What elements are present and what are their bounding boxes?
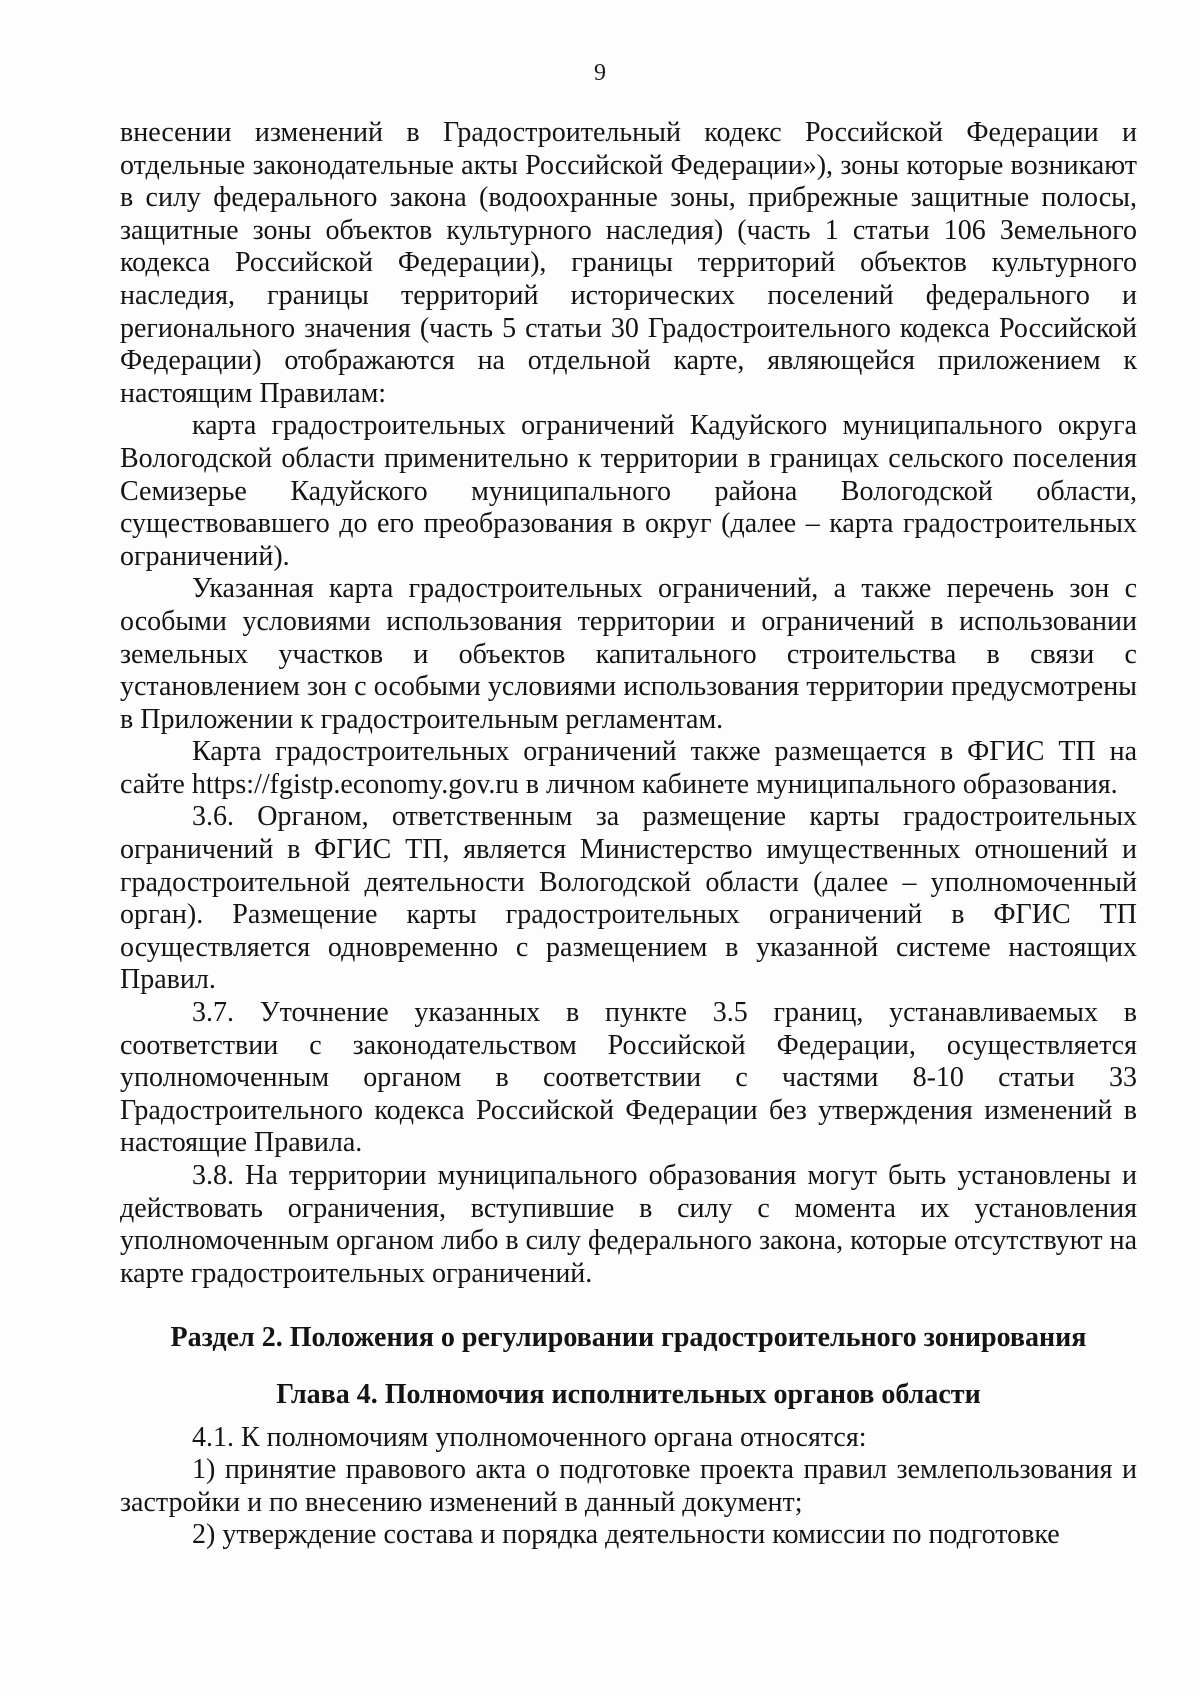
list-item-1: 1) принятие правового акта о подготовке проекта правил землепользования и застройки и по внесению изменений в данный документ; <box>120 1454 1137 1518</box>
document-body <box>120 117 1137 1552</box>
clause-4-1: 4.1. К полномочиям уполномоченного органа относятся: <box>192 1421 867 1453</box>
map-description-paragraph: карта градостроительных ограничений Кадуйского муниципального округа Вологодской области применительно к территории в границах сельского поселения Семизерье Кадуйского муниципального района Вологодской области, существовавшего до его преобразования в округ (далее – карта градостроительных ограничений). <box>120 410 1137 572</box>
clause-3-6: 3.6. Органом, ответственным за размещение карты градостроительных ограничений в ФГИС ТП, является Министерство имущественных отношений и градостроительной деятельности Вологодской области (далее – уполномоченный орган). Размещение карты градостроительных ограничений в ФГИС ТП осуществляется одновременно с размещением в указанной системе настоящих Правил. <box>120 801 1137 996</box>
list-item-2: 2) утверждение состава и порядка деятельности комиссии по подготовке <box>192 1519 1060 1551</box>
map-placement-paragraph: Карта градостроительных ограничений также размещается в ФГИС ТП на сайте https://fgistp.economy.gov.ru в личном кабинете муниципального образования. <box>120 736 1137 800</box>
section-heading: Раздел 2. Положения о регулировании градостроительного зонирования <box>170 1322 1087 1354</box>
page-number: 9 <box>594 60 606 86</box>
clause-3-7: 3.7. Уточнение указанных в пункте 3.5 границ, устанавливаемых в соответствии с законодательством Российской Федерации, осуществляется уполномоченным органом в соответствии с частями 8-10 статьи 33 Градостроительного кодекса Российской Федерации без утверждения изменений в настоящие Правила. <box>120 997 1137 1159</box>
clause-3-8: 3.8. На территории муниципального образования могут быть установлены и действовать ограничения, вступившие в силу с момента их установления уполномоченным органом либо в силу федерального закона, которые отсутствуют на карте градостроительных ограничений. <box>120 1160 1137 1289</box>
map-annex-paragraph: Указанная карта градостроительных ограничений, а также перечень зон с особыми условиями использования территории и ограничений в использовании земельных участков и объектов капитального строительства в связи с установлением зон с особыми условиями использования территории предусмотрены в Приложении к градостроительным регламентам. <box>120 573 1137 735</box>
intro-paragraph: внесении изменений в Градостроительный кодекс Российской Федерации и отдельные законодательные акты Российской Федерации»), зоны которые возникают в силу федерального закона (водоохранные зоны, прибрежные защитные полосы, защитные зоны объектов культурного наследия) (часть 1 статьи 106 Земельного кодекса Российской Федерации), границы территорий объектов культурного наследия, границы территорий исторических поселений федерального и регионального значения (часть 5 статьи 30 Градостроительного кодекса Российской Федерации) отображаются на отдельной карте, являющейся приложением к настоящим Правилам: <box>120 117 1137 409</box>
chapter-heading: Глава 4. Полномочия исполнительных органов области <box>276 1378 981 1410</box>
